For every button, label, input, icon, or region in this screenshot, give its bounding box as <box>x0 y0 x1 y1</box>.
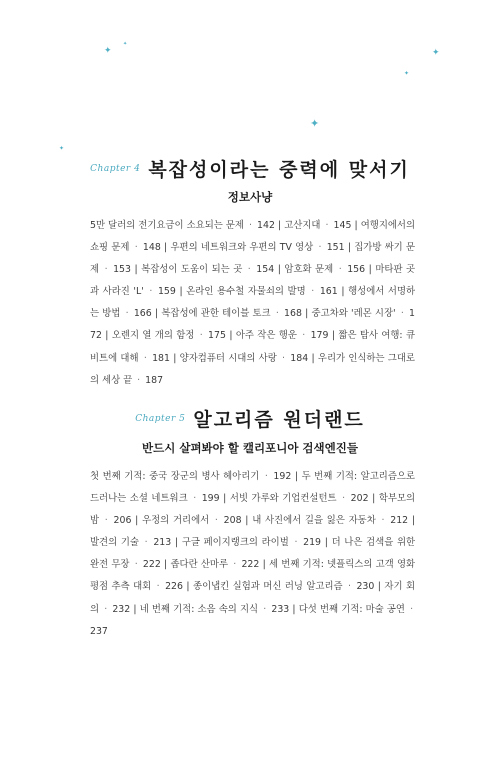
entry-divider: | <box>223 493 227 505</box>
toc-entry-title: 더 나은 검색을 위한 완전 무장 <box>90 537 416 571</box>
toc-entry <box>170 559 259 570</box>
page-separator-dot: · <box>143 352 147 364</box>
entry-divider: | <box>154 308 159 320</box>
toc-entry-page: 233 <box>271 603 290 615</box>
page-separator-dot: · <box>400 308 404 320</box>
page-separator-dot: · <box>294 537 298 549</box>
toc-entry <box>142 515 241 526</box>
toc-entry-page: 172 <box>90 308 415 342</box>
toc-entry-page: 212 <box>390 515 409 527</box>
sparkle-star-icon: ✦ <box>310 117 320 130</box>
toc-entry-title: 발견의 기술 <box>90 537 139 549</box>
page-separator-dot: · <box>214 515 218 527</box>
entry-divider: | <box>331 330 336 342</box>
chapter5-title: 알고리즘 원더랜드 <box>193 409 365 431</box>
entry-divider: | <box>347 242 351 254</box>
page-separator-dot: · <box>342 493 346 505</box>
chapter4-title: 복잡성이라는 중력에 맞서기 <box>148 159 410 181</box>
toc-entry-title: 다섯 번째 기적: 마술 공연 <box>298 603 405 615</box>
entry-divider: | <box>411 515 416 527</box>
toc-entry-page: 168 <box>284 308 302 320</box>
page-separator-dot: · <box>348 581 352 593</box>
toc-entry-page: 222 <box>241 559 260 571</box>
toc-entry-page: 230 <box>356 581 375 593</box>
entry-divider: | <box>164 559 168 571</box>
chapter4-toc <box>90 215 415 392</box>
toc-entry-page: 161 <box>319 286 338 298</box>
toc-entry-title: 자기 회의 <box>90 581 416 615</box>
entry-divider: | <box>134 264 138 276</box>
page-separator-dot: · <box>193 493 197 505</box>
toc-entry-title: 온라인 용수철 자물쇠의 발명 <box>186 286 306 298</box>
entry-divider: | <box>377 581 381 593</box>
toc-entry <box>170 242 344 253</box>
toc-entry-title: 양자컴퓨터 시대의 사랑 <box>179 352 277 364</box>
chapter4-subtitle: 정보사냥 <box>227 190 273 204</box>
chapter5-subtitle: 반드시 살펴봐야 할 캘리포니아 검색엔진들 <box>142 441 358 455</box>
entry-divider: | <box>372 493 376 505</box>
entry-divider: | <box>164 242 168 254</box>
page-separator-dot: · <box>104 515 108 527</box>
toc-entry-title: 5만 달러의 전기요금이 소요되는 문제 <box>90 220 244 231</box>
entry-divider: | <box>133 603 137 615</box>
toc-entry-page: 222 <box>142 559 161 571</box>
toc-entry-page: 187 <box>145 374 164 386</box>
page-separator-dot: · <box>104 603 108 615</box>
toc-entry-title: 오렌지 열 개의 함정 <box>111 330 195 342</box>
toc-entry-page: 199 <box>201 493 220 505</box>
entry-divider: | <box>341 286 345 298</box>
toc-entry <box>141 264 274 275</box>
toc-entry-page: 192 <box>273 471 292 482</box>
chapter4-label: Chapter 4 <box>90 163 141 174</box>
page-separator-dot: · <box>410 603 414 615</box>
toc-entry-title: 집가방 싸기 문제 <box>90 242 416 276</box>
toc-entry-title: 서빗 가루와 기업컨설턴트 <box>229 493 337 505</box>
page-separator-dot: · <box>263 603 267 615</box>
entry-divider: | <box>179 286 183 298</box>
toc-entry <box>140 604 290 615</box>
toc-entry-title: 두 번째 기적: 알고리즘으로 드러나는 소셜 네트워크 <box>90 471 415 505</box>
toc-entry-title: 세 번째 기적: 넷플릭스의 고객 영화평점 추측 대회 <box>90 559 416 593</box>
toc-entry <box>284 220 351 231</box>
page-separator-dot: · <box>282 352 286 364</box>
page-separator-dot: · <box>338 264 342 276</box>
toc-entry-page: 153 <box>113 264 131 276</box>
toc-entry-page: 208 <box>223 515 242 527</box>
toc-entry-title: 행성에서 서명하는 방법 <box>90 286 416 320</box>
entry-divider: | <box>173 352 177 364</box>
page-separator-dot: · <box>233 559 237 571</box>
toc-entry-title: 우편의 네트워크와 우편의 TV 영상 <box>170 242 314 254</box>
toc-entry-title: 고산지대 <box>284 220 321 231</box>
chapter5-label: Chapter 5 <box>135 413 186 424</box>
toc-entry <box>193 581 374 592</box>
entry-divider: | <box>245 515 249 527</box>
entry-divider: | <box>305 308 309 320</box>
sparkle-star-icon: ✦ <box>404 70 410 77</box>
page-separator-dot: · <box>134 559 138 571</box>
toc-entry <box>230 493 369 504</box>
toc-entry-title: 아주 작은 행운 <box>235 330 297 342</box>
page-separator-dot: · <box>302 330 306 342</box>
toc-entry-title: 마타판 곳과 사라진 'L' <box>90 264 416 298</box>
toc-entry-title: 내 사진에서 길을 잃은 자동차 <box>252 515 376 527</box>
toc-entry <box>90 471 291 482</box>
page-separator-dot: · <box>134 242 138 254</box>
page-separator-dot: · <box>325 220 329 231</box>
page-separator-dot: · <box>275 308 279 320</box>
toc-entry-page: 154 <box>256 264 275 276</box>
toc-entry-page: 156 <box>347 264 366 276</box>
toc-entry-page: 237 <box>90 625 108 637</box>
toc-entry-page: 219 <box>303 537 322 549</box>
toc-entry-title: 좁다란 산마루 <box>170 559 229 571</box>
toc-entry-page: 206 <box>113 515 132 527</box>
chapter4-heading <box>0 155 500 182</box>
toc-entry-title: 우리가 인식하는 그대로의 세상 끝 <box>90 352 415 386</box>
toc-entry-page: 213 <box>153 537 172 549</box>
page-separator-dot: · <box>199 330 203 342</box>
chapter5-heading <box>0 405 500 432</box>
toc-entry <box>186 286 338 297</box>
entry-divider: | <box>277 264 281 276</box>
page-separator-dot: · <box>156 581 160 593</box>
page-separator-dot: · <box>144 537 148 549</box>
toc-entry <box>90 537 171 548</box>
toc-entry-title: 중고차와 '레몬 시장' <box>311 308 396 320</box>
toc-entry-title: 여행지에서의 쇼핑 문제 <box>90 220 416 254</box>
toc-entry-page: 142 <box>257 220 275 231</box>
toc-entry-title: 복잡성에 관한 테이블 토크 <box>161 308 271 320</box>
toc-entry <box>112 330 226 341</box>
entry-divider: | <box>294 471 299 482</box>
toc-entry <box>284 264 365 275</box>
toc-entry <box>182 537 321 548</box>
toc-entry-page: 202 <box>350 493 369 505</box>
toc-entry-page: 166 <box>133 308 152 320</box>
sparkle-star-icon: ✦ <box>432 48 440 58</box>
toc-entry-page: 159 <box>157 286 176 298</box>
page-separator-dot: · <box>264 471 268 482</box>
page-separator-dot: · <box>247 264 251 276</box>
toc-entry-title: 구글 페이지랭크의 라이벌 <box>181 537 289 549</box>
toc-entry-title: 첫 번째 기적: 중국 장군의 병사 헤아리기 <box>90 471 260 482</box>
page-separator-dot: · <box>249 220 252 231</box>
toc-entry-page: 175 <box>208 330 226 342</box>
toc-entry-page: 232 <box>112 603 131 615</box>
toc-entry-title: 네 번째 기적: 소음 속의 지식 <box>139 603 259 615</box>
toc-entry-title: 우정의 거리에서 <box>142 515 210 527</box>
toc-entry <box>236 330 329 341</box>
toc-entry-page: 181 <box>152 352 170 364</box>
page-separator-dot: · <box>125 308 129 320</box>
toc-entry <box>180 353 309 364</box>
page-separator-dot: · <box>137 374 141 386</box>
entry-divider: | <box>278 220 282 231</box>
entry-divider: | <box>292 603 296 615</box>
page-separator-dot: · <box>318 242 322 254</box>
page-separator-dot: · <box>149 286 153 298</box>
entry-divider: | <box>186 581 190 593</box>
page-separator-dot: · <box>311 286 315 298</box>
toc-entry <box>90 220 275 231</box>
toc-entry-page: 148 <box>142 242 161 254</box>
sparkle-star-icon: ✦ <box>59 145 65 152</box>
toc-entry <box>161 308 302 319</box>
toc-entry-page: 145 <box>333 220 352 231</box>
toc-entry-title: 종이냅킨 실험과 머신 러닝 알고리즘 <box>193 581 343 593</box>
toc-entry-page: 226 <box>165 581 183 593</box>
entry-divider: | <box>354 220 358 231</box>
chapter5-toc <box>90 466 415 643</box>
toc-entry-title: 짧은 탐사 여행: 큐비트에 대해 <box>90 330 416 364</box>
sparkle-star-icon: ✦ <box>123 41 128 47</box>
entry-divider: | <box>262 559 266 571</box>
page-separator-dot: · <box>104 264 108 276</box>
toc-entry-page: 179 <box>310 330 329 342</box>
toc-entry <box>252 515 408 526</box>
sparkle-star-icon: ✦ <box>104 46 112 56</box>
toc-entry-page: 184 <box>290 352 309 364</box>
toc-entry-page: 151 <box>326 242 345 254</box>
entry-divider: | <box>105 330 109 342</box>
entry-divider: | <box>135 515 139 527</box>
toc-entry-title: 학부모의 밤 <box>90 493 416 527</box>
page-separator-dot: · <box>381 515 385 527</box>
entry-divider: | <box>368 264 372 276</box>
entry-divider: | <box>324 537 328 549</box>
entry-divider: | <box>229 330 233 342</box>
toc-entry-title: 복잡성이 도움이 되는 곳 <box>141 264 243 276</box>
toc-entry-title: 암호화 문제 <box>284 264 334 276</box>
entry-divider: | <box>174 537 179 549</box>
entry-divider: | <box>311 352 315 364</box>
